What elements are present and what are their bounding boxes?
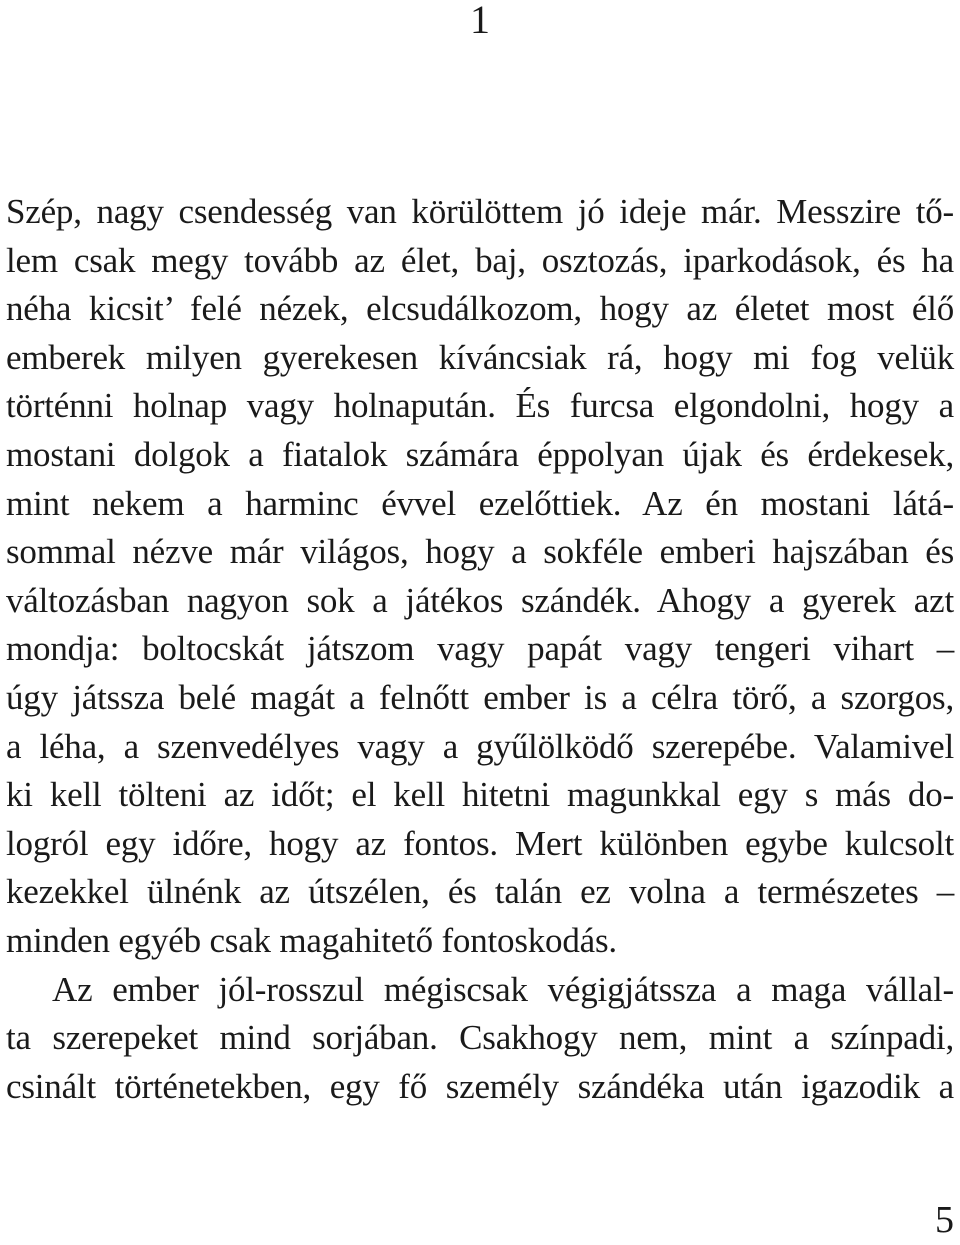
text-line: történni holnap vagy holnapután. És furcsa elgondolni, hogy a xyxy=(6,386,954,426)
text-line-paragraph-start: Az ember jól-rosszul mégiscsak végigjátssza a maga vállal- xyxy=(52,969,954,1009)
text-line: emberek milyen gyerekesen kíváncsiak rá, hogy mi fog velük xyxy=(6,337,954,377)
text-line: Szép, nagy csendesség van körülöttem jó ideje már. Messzire tő- xyxy=(6,192,954,231)
text-line: logról egy időre, hogy az fontos. Mert különben egybe kulcsolt xyxy=(6,823,954,863)
chapter-number: 1 xyxy=(470,0,490,42)
text-line: csinált történetekben, egy fő személy szándéka után igazodik a xyxy=(6,1066,954,1106)
text-line: lem csak megy tovább az élet, baj, osztozás, iparkodások, és ha xyxy=(6,240,954,280)
text-line: mint nekem a harminc évvel ezelőttiek. Az én mostani látá- xyxy=(6,483,954,523)
text-line: néha kicsit’ felé nézek, elcsudálkozom, hogy az életet most élő xyxy=(6,289,954,329)
text-line: ki kell tölteni az időt; el kell hitetni magunkkal egy s más do- xyxy=(6,775,954,815)
text-line: mondja: boltocskát játszom vagy papát vagy tengeri vihart – xyxy=(6,629,954,669)
text-line: változásban nagyon sok a játékos szándék. Ahogy a gyerek azt xyxy=(6,580,954,620)
body-text xyxy=(6,188,954,1111)
text-line: a léha, a szenvedélyes vagy a gyűlölködő szerepébe. Valamivel xyxy=(6,726,954,766)
text-line: kezekkel ülnénk az útszélen, és talán ez volna a természetes – xyxy=(6,872,954,912)
text-line: ta szerepeket mind sorjában. Csakhogy nem, mint a színpadi, xyxy=(6,1018,954,1058)
text-line: mostani dolgok a fiatalok számára éppolyan újak és érdekesek, xyxy=(6,434,954,474)
text-line: sommal nézve már világos, hogy a sokféle emberi hajszában és xyxy=(6,532,954,572)
text-line: úgy játssza belé magát a felnőtt ember is a célra törő, a szorgos, xyxy=(6,677,954,717)
text-line-paragraph-end: minden egyéb csak magahitető fontoskodás. xyxy=(6,920,617,960)
page-number: 5 xyxy=(935,1199,954,1241)
